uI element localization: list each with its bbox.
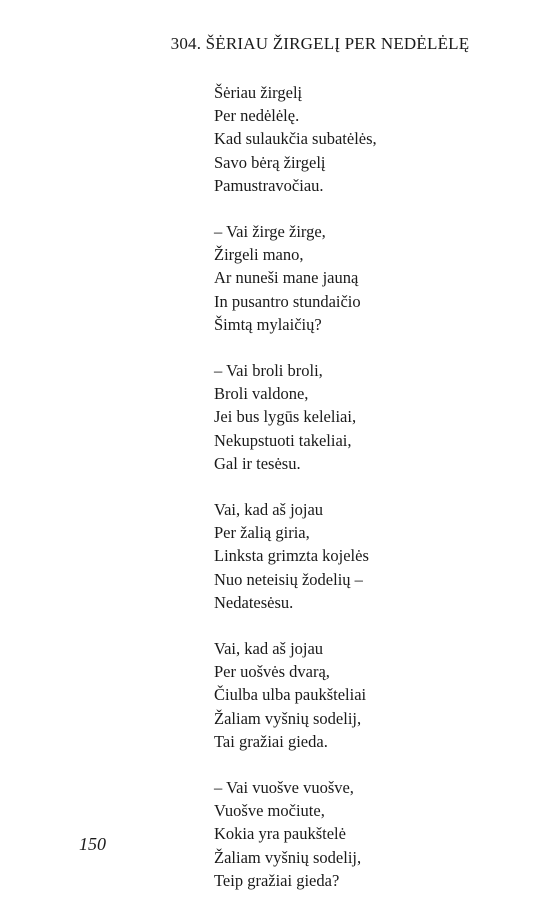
poem-line: Čiulba ulba paukšteliai [214, 685, 367, 705]
poem-line: Šėriau žirgelį [214, 83, 303, 102]
poem-line: Ar nuneši mane jauną [214, 268, 359, 288]
page-number: 150 [79, 834, 106, 854]
poem-line: Vai, kad aš jojau [214, 639, 324, 659]
poem-line: Jei bus lygūs keleliai, [214, 407, 357, 427]
poem-line: Savo bėrą žirgelį [214, 152, 326, 172]
poem-line: Nuo neteisių žodelių – [214, 569, 363, 589]
poem-line: Per uošvės dvarą, [214, 662, 330, 682]
poem-line: Kokia yra paukštelė [214, 824, 346, 844]
poem-line: – Vai vuošve vuošve, [214, 778, 354, 798]
poem-line: Vuošve močiute, [214, 801, 325, 821]
poem-line: Kad sulaukčia subatėlės, [214, 129, 377, 149]
poem-line: Linksta grimzta kojelės [214, 546, 369, 566]
stanza [214, 637, 534, 753]
poem-line: Pamustravočiau. [214, 175, 324, 195]
stanza [214, 220, 534, 336]
poem-line: – Vai žirge žirge, [214, 222, 326, 242]
poem-body [214, 81, 534, 915]
poem-line: Tai gražiai gieda. [214, 731, 328, 751]
poem-line: Broli valdone, [214, 384, 309, 404]
poem-line: Žaliam vyšnių sodelij, [214, 708, 362, 728]
poem-line: Per žalią giria, [214, 523, 310, 543]
poem-line: Nekupstuoti takeliai, [214, 430, 352, 450]
stanza [214, 498, 534, 614]
poem-line: – Vai broli broli, [214, 361, 323, 381]
poem-line: Nedatesėsu. [214, 592, 294, 612]
poem-line: Žirgeli mano, [214, 245, 304, 265]
poem-line: Gal ir tesėsu. [214, 453, 301, 473]
stanza [214, 359, 534, 475]
poem-line: Žaliam vyšnių sodelij, [214, 847, 362, 867]
poem-line: Šimtą mylaičių? [214, 314, 322, 334]
poem-line: Vai, kad aš jojau [214, 500, 324, 520]
poem-title: 304. ŠĖRIAU ŽIRGELĮ PER NEDĖLĖLĘ [170, 34, 470, 53]
poem-line: Per nedėlėlę. [214, 106, 300, 126]
poem-line: Teip gražiai gieda? [214, 870, 340, 890]
poem-line: In pusantro stundaičio [214, 291, 361, 311]
stanza [214, 776, 534, 892]
stanza [214, 81, 534, 197]
